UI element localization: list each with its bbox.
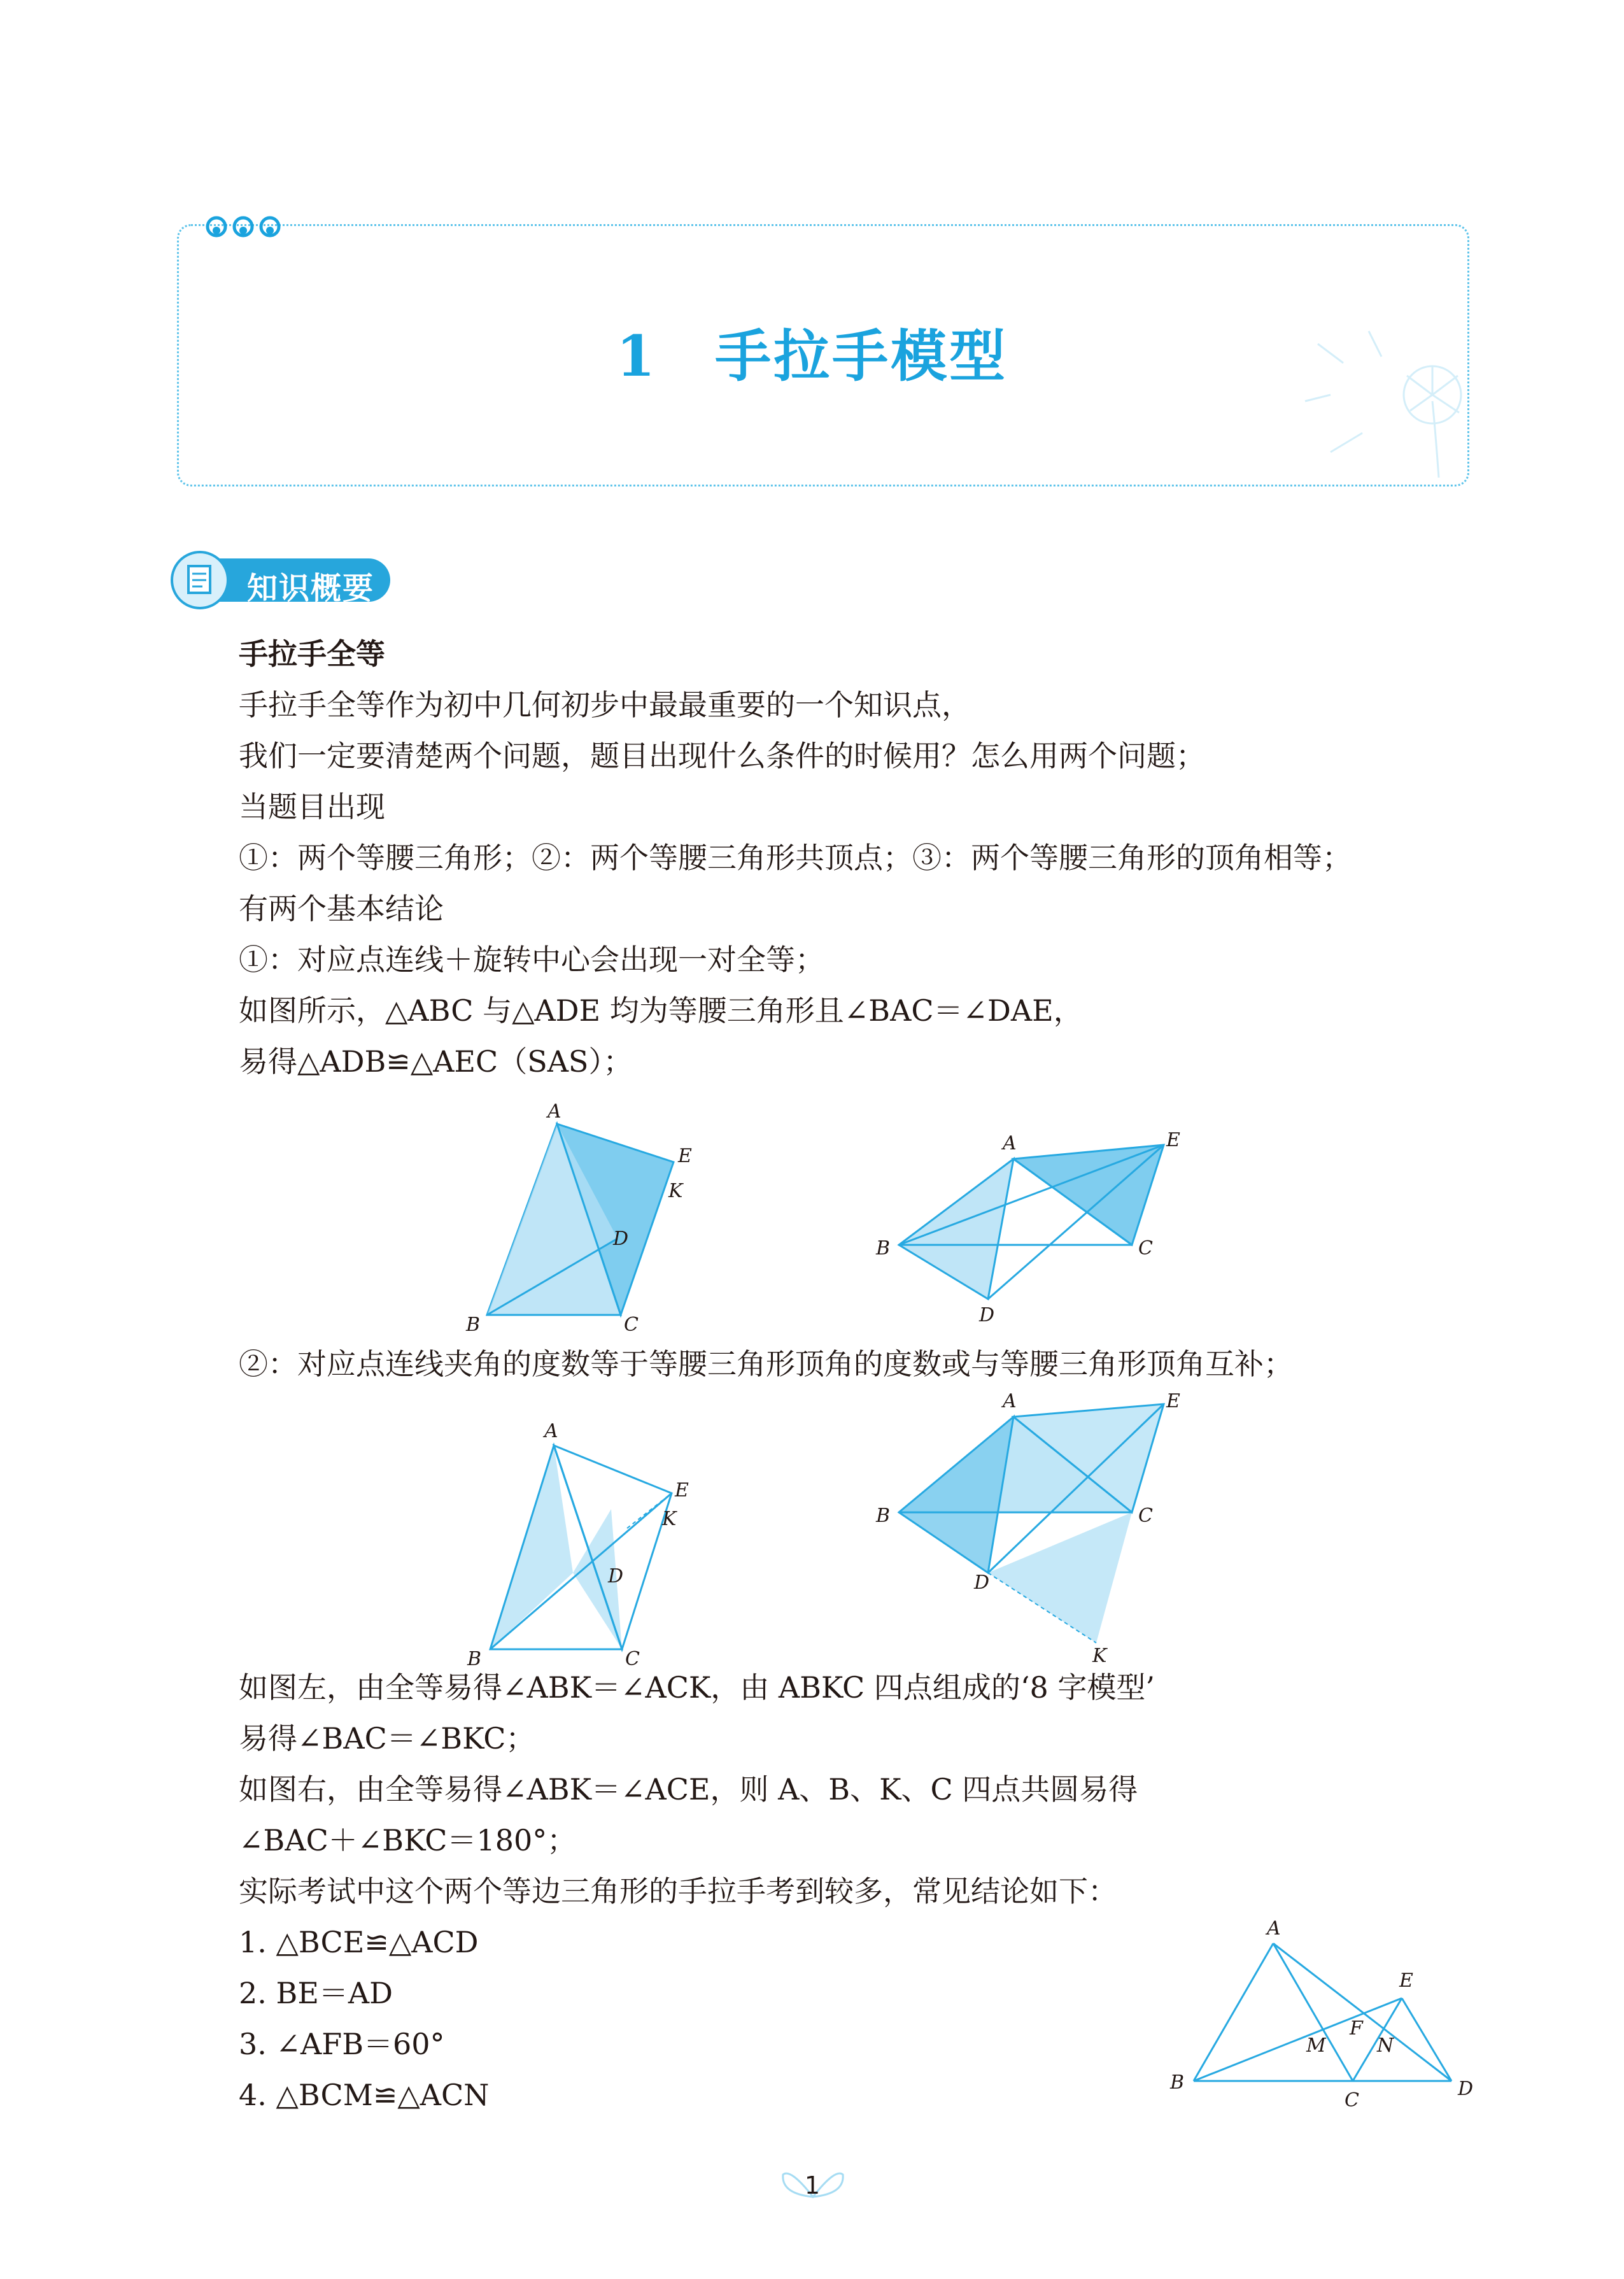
chapter-title-text: 手拉手模型 — [715, 323, 1008, 389]
point-label: A — [1267, 1917, 1281, 1940]
point-label: C — [624, 1314, 639, 1336]
point-label: A — [544, 1420, 558, 1442]
conclusion-item: 2. BE＝AD — [239, 1976, 393, 2010]
figure-5 — [1159, 1904, 1490, 2120]
point-label: B — [876, 1505, 891, 1527]
point-label: E — [678, 1145, 692, 1167]
text-line: 如图左，由全等易得∠ABK＝∠ACK，由 ABKC 四点组成的‘8 字模型’ — [239, 1670, 1155, 1705]
point-label: A — [1003, 1390, 1017, 1412]
section-badge — [171, 551, 400, 609]
figure-4 — [872, 1388, 1203, 1668]
point-label: D — [1458, 2078, 1474, 2100]
text-line: ∠BAC＋∠BKC＝180°； — [239, 1823, 577, 1857]
point-label: D — [608, 1565, 624, 1587]
text-line: 如图所示，△ABC 与△ADE 均为等腰三角形且∠BAC＝∠DAE， — [239, 993, 1083, 1028]
conclusion-item: 1. △BCE≌△ACD — [239, 1925, 479, 1959]
text-line: 易得△ADB≌△AEC（SAS）； — [239, 1044, 633, 1079]
section-badge-label: 知识概要 — [247, 571, 375, 606]
text-line: 当题目出现 — [239, 790, 385, 824]
point-label: D — [979, 1304, 995, 1326]
point-label: D — [974, 1572, 990, 1594]
point-label: F — [1350, 2017, 1363, 2040]
notebook-icon — [171, 551, 229, 609]
point-label: K — [662, 1508, 677, 1530]
text-line: 易得∠BAC＝∠BKC； — [239, 1721, 535, 1756]
page-number: 1 — [804, 2171, 821, 2199]
point-label: C — [625, 1648, 640, 1670]
figure-2 — [872, 1127, 1210, 1331]
text-line: 我们一定要清楚两个问题，题目出现什么条件的时候用？怎么用两个问题； — [239, 739, 1205, 773]
chapter-number: 1 — [616, 323, 658, 389]
figure-3 — [458, 1417, 726, 1672]
point-label: C — [1138, 1505, 1153, 1527]
text-line: 如图右，由全等易得∠ABK＝∠ACE，则 A、B、K、C 四点共圆易得 — [239, 1772, 1138, 1807]
point-label: B — [876, 1237, 891, 1260]
chapter-title — [0, 312, 1624, 392]
section-heading: 手拉手全等 — [239, 637, 385, 671]
point-label: B — [466, 1314, 481, 1336]
text-line: 手拉手全等作为初中几何初步中最最重要的一个知识点， — [239, 688, 971, 722]
point-label: C — [1345, 2089, 1359, 2112]
point-label: E — [1399, 1970, 1413, 1992]
point-label: M — [1306, 2034, 1326, 2057]
text-line: ①：对应点连线＋旋转中心会出现一对全等； — [239, 942, 824, 977]
point-label: K — [668, 1180, 683, 1202]
conclusion-item: 4. △BCM≌△ACN — [239, 2078, 490, 2112]
text-line: 实际考试中这个两个等边三角形的手拉手考到较多，常见结论如下： — [239, 1874, 1117, 1908]
text-line: 有两个基本结论 — [239, 891, 444, 926]
point-label: E — [1166, 1129, 1180, 1151]
point-label: C — [1138, 1237, 1153, 1260]
point-label: E — [675, 1479, 689, 1502]
point-label: A — [547, 1100, 561, 1123]
point-label: A — [1003, 1132, 1017, 1154]
text-line: ①：两个等腰三角形；②：两个等腰三角形共顶点；③：两个等腰三角形的顶角相等； — [239, 841, 1352, 875]
point-label: N — [1377, 2034, 1394, 2057]
point-label: B — [467, 1648, 482, 1670]
point-label: K — [1092, 1645, 1107, 1667]
conclusion-item: 3. ∠AFB＝60° — [239, 2027, 445, 2061]
figure-1 — [458, 1089, 726, 1337]
binder-rings-icon — [202, 202, 292, 241]
point-label: D — [613, 1228, 629, 1250]
text-line: ②：对应点连线夹角的度数等于等腰三角形顶角的度数或与等腰三角形顶角互补； — [239, 1347, 1293, 1381]
point-label: B — [1170, 2071, 1185, 2094]
point-label: E — [1166, 1390, 1180, 1412]
